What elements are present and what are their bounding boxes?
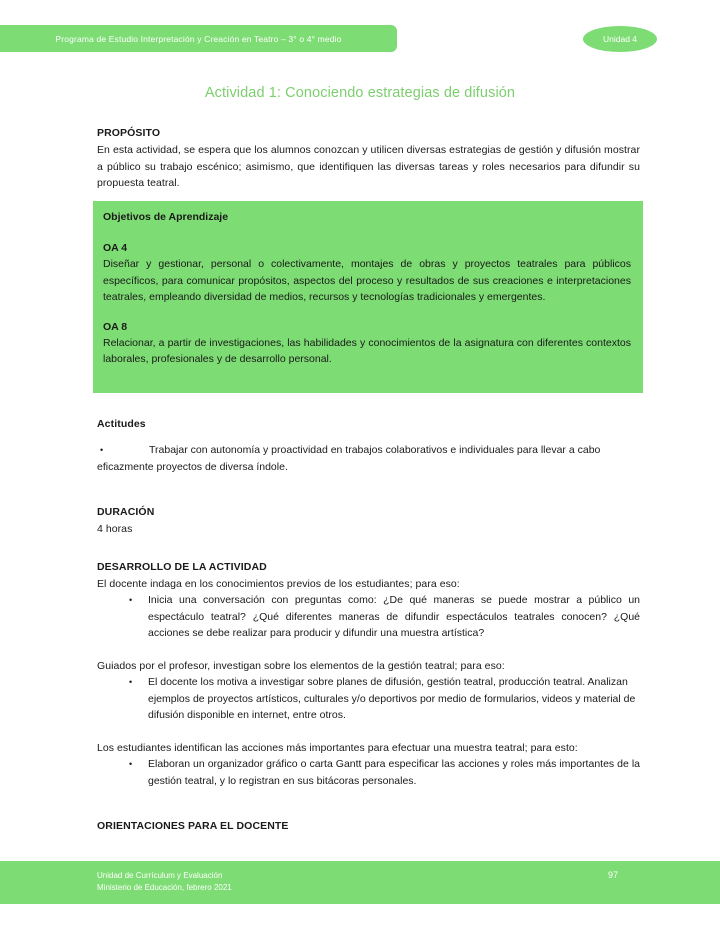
footer-line-1: Unidad de Currículum y Evaluación <box>97 871 223 880</box>
program-title-text: Programa de Estudio Interpretación y Creación en Teatro – 3° o 4° medio <box>55 33 342 44</box>
footer-line-2: Ministerio de Educación, febrero 2021 <box>97 882 232 892</box>
oa-text-4: Diseñar y gestionar, personal o colectivamente, montajes de obras y proyectos teatrales para públicos específicos, para comunicar propósitos, aspectos del proceso y resultados de sus creaciones e interpretaciones teatrales, empleando diversidad de medios, recursos y tecnologías tradicionales y emergentes. <box>103 258 631 303</box>
oa-code-4: OA 4 <box>103 242 128 254</box>
page-footer <box>0 861 720 904</box>
document-body-lower <box>97 417 640 835</box>
desarrollo-intro-2: Guiados por el profesor, investigan sobre los elementos de la gestión teatral; para eso: <box>97 659 505 672</box>
page-title: Actividad 1: Conociendo estrategias de difusión <box>204 85 516 101</box>
duracion-heading: DURACIÓN <box>97 506 155 518</box>
unit-badge-label: Unidad 4 <box>602 34 638 44</box>
desarrollo-heading: DESARROLLO DE LA ACTIVIDAD <box>97 560 267 573</box>
bullet-icon: • <box>100 445 104 455</box>
program-title-bar <box>0 25 397 52</box>
desarrollo-bullet-3 <box>97 756 640 789</box>
desarrollo-bullet-1-text: Inicia una conversación con preguntas como: ¿De qué maneras se puede mostrar a público un espectáculo teatral? ¿Qué diferentes maneras de difundir espectáculos teatrales conocen? ¿Qué acciones se debe realizar para producir y difundir una muestra artística? <box>148 594 640 639</box>
desarrollo-intro-3: Los estudiantes identifican las acciones más importantes para efectuar una muestra teatral; para esto: <box>97 741 578 754</box>
learning-objectives-title: Objetivos de Aprendizaje <box>103 211 229 223</box>
oa-code-8: OA 8 <box>103 320 128 333</box>
desarrollo-intro-1: El docente indaga en los conocimientos previos de los estudiantes; para eso: <box>97 577 460 590</box>
duracion-text: 4 horas <box>97 523 133 535</box>
footer-org <box>97 870 232 893</box>
proposito-heading: PROPÓSITO <box>97 127 161 139</box>
actitudes-bullet <box>97 442 640 475</box>
bullet-icon: • <box>129 759 133 769</box>
page-header <box>0 0 720 70</box>
bullet-icon: • <box>129 677 133 687</box>
document-body <box>97 126 640 192</box>
desarrollo-bullet-1 <box>97 592 640 642</box>
learning-objectives-box <box>93 201 643 393</box>
desarrollo-bullet-3-text: Elaboran un organizador gráfico o carta Gantt para especificar las acciones y roles más importantes de la gestión teatral, y lo registran en sus bitácoras personales. <box>148 758 640 787</box>
page-number: 97 <box>608 870 619 880</box>
actitudes-bullet-text: Trabajar con autonomía y proactividad en trabajos colaborativos e individuales para llevar a cabo eficazmente proyectos de diversa índole. <box>97 444 601 473</box>
orientaciones-heading: ORIENTACIONES PARA EL DOCENTE <box>97 820 289 832</box>
actitudes-heading: Actitudes <box>97 418 146 430</box>
desarrollo-bullet-2-text: El docente los motiva a investigar sobre planes de difusión, gestión teatral, producción teatral. Analizan ejemplos de proyectos artísticos, culturales y/o deportivos por medio de formularios, videos y material de difusión disponible en internet, entre otros. <box>148 676 636 721</box>
unit-badge <box>583 26 657 52</box>
proposito-text: En esta actividad, se espera que los alumnos conozcan y utilicen diversas estrategias de gestión y difusión mostrar a público su trabajo escénico; asimismo, que identifiquen las diversas tareas y roles necesarios para difundir su propuesta teatral. <box>97 144 640 189</box>
desarrollo-bullet-2 <box>97 674 640 724</box>
oa-text-8: Relacionar, a partir de investigaciones, las habilidades y conocimientos de la asignatura con diferentes contextos laborales, profesionales y de desarrollo personal. <box>103 336 631 365</box>
bullet-icon: • <box>129 595 133 605</box>
